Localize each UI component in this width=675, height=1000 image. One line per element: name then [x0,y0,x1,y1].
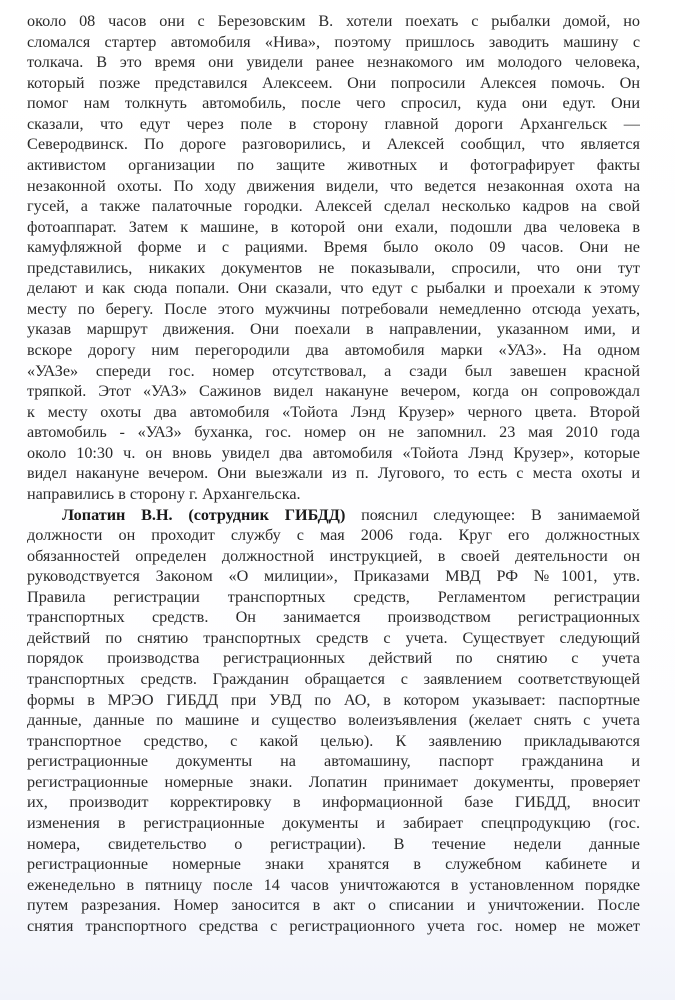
paragraph-sazhinov-testimony [27,11,640,505]
text-line: транспортное средство, с какой целью). К заявлению прикладываются [27,731,640,750]
lead-text: пояснил следующее: В занимаемой [345,505,640,524]
text-line: действий по снятию транспортных средств с учета. Существует следующий [27,628,640,647]
text-line: руководствуется Законом «О милиции», Приказами МВД РФ №1001, утв. [27,567,640,586]
text-line: вскоре дорогу ним перегородили два автомобиля марки «УАЗ». На одном [27,341,640,359]
text-line: незаконной охоты. По ходу движения видели, что ведется незаконная охота на [27,176,640,195]
text-line: сказали, что едут через поле в сторону главной дороги Архангельск — [27,114,640,133]
text-line: указав маршрут движения. Они поехали в направлении, указанном ими, и [27,320,640,339]
text-line: автомобиль - «УАЗ» буханка, гос. номер он не запомнил. 23 мая 2010 года [27,423,640,442]
text-line: активистом организации по защите животных и фотографирует факты [27,155,640,174]
text-line: около 10:30 ч. он вновь увидел два автомобиля «Тойота Лэнд Крузер», которые [27,443,640,462]
text-line: Северодвинск. По дороге разговорились, и Алексей сообщил, что является [27,135,640,154]
text-line: представились, никаких документов не показывали, спросили, что они тут [27,258,640,277]
document-page [27,11,640,936]
text-line: к месту охоты два автомобиля «Тойота Лэнд Крузер» черного цвета. Второй [27,402,640,421]
text-line: «УАЗе» спереди гос. номер отсутствовал, а сзади был завешен красной [27,361,640,380]
text-line: должности он проходит службу с мая 2006 года. Круг его должностных [27,526,640,545]
text-line: путем разрезания. Номер заносится в акт о списании и уничтожении. После [27,896,640,915]
text-line: фотоаппарат. Затем к машине, в которой они ехали, подошли два человека в [27,217,640,236]
text-line: порядок производства регистрационных действий по снятию с учета [27,649,640,668]
text-line: еженедельно в пятницу после 14 часов уничтожаются в установленном порядке [27,875,640,894]
text-line: регистрационные документы на автомашину, паспорт гражданина и [27,752,640,771]
text-line: транспортных средств. Гражданин обращается с заявлением соответствующей [27,670,640,688]
text-line: камуфляжной форме и с рациями. Время было около 09 часов. Они не [27,238,640,257]
text-line: помог нам толкнуть автомобиль, после чего спросил, куда они едут. Они [27,94,640,113]
text-line: данные, данные по машине и существо волеизъявления (желает снять с учета [27,711,640,730]
text-line: изменения в регистрационные документы и забирает спецпродукцию (гос. [27,813,640,832]
text-line: который позже представился Алексеем. Они попросили Алексея помочь. Он [27,73,640,92]
text-line: месту по берегу. После этого мужчины потребовали немедленно отсюда уехать, [27,299,640,318]
text-line: регистрационные номерные знаки хранятся в служебном кабинете и [27,855,640,874]
text-line: их, производит корректировку в информационной базе ГИБДД, вносит [27,793,640,812]
text-line: около 08 часов они с Березовским В. хотели поехать с рыбалки домой, но [27,12,640,30]
text-line: Правила регистрации транспортных средств, Регламентом регистрации [27,587,640,606]
text-line: формы в МРЭО ГИБДД при УВД по АО, в котором указывает: паспортные [27,690,640,709]
text-line: транспортных средств. Он занимается производством регистрационных [27,608,640,627]
text-line: обязанностей определен должностной инструкцией, в своей деятельности он [27,546,640,565]
text-line: регистрационные номерные знаки. Лопатин принимает документы, проверяет [27,772,640,791]
text-line: снятия транспортного средства с регистрационного учета гос. номер не может [27,916,640,935]
text-line: гусей, а также палаточные городки. Алексей сделал несколько кадров на свой [27,197,640,216]
text-line: направились в сторону г. Архангельска. [27,484,301,503]
paragraph-lopatin-testimony [27,505,640,937]
text-line: номера, свидетельство о регистрации). В течение недели данные [27,834,640,853]
paragraph-lead-line [27,505,640,526]
text-line: видел накануне вечером. Они выезжали из п. Лугового, то есть с места охоты и [27,464,640,483]
speaker-name: Лопатин В.Н. (сотрудник ГИБДД) [62,505,346,524]
text-line: делают и как сюда попали. Они сказали, что едут с рыбалки и проехали к этому [27,279,640,298]
text-line: толкача. В это время они увидели ранее незнакомого им молодого человека, [27,53,640,72]
text-line: тряпкой. Этот «УАЗ» Сажинов видел накануне вечером, когда он сопровождал [27,382,640,401]
text-line: сломался стартер автомобиля «Нива», поэтому пришлось заводить машину с [27,32,640,51]
